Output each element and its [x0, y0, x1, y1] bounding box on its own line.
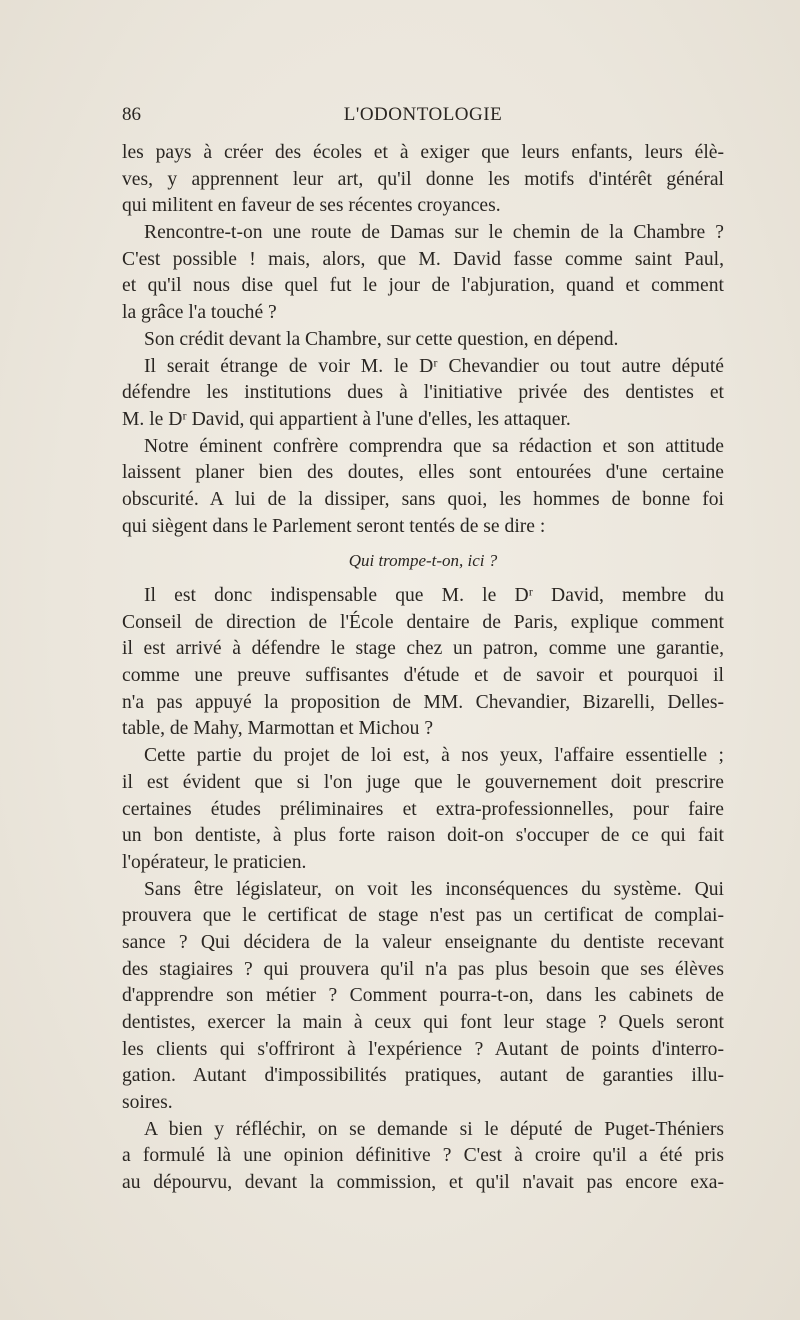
text-line: sance ? Qui décidera de la valeur enseignante du dentiste recevant: [122, 931, 724, 953]
text-line: certaines études préliminaires et extra-professionnelles, pour faire: [122, 798, 724, 820]
text-line: des stagiaires ? qui prouvera qu'il n'a pas plus besoin que ses élèves: [122, 958, 724, 980]
text-line: l'opérateur, le praticien.: [122, 851, 307, 873]
text-line: défendre les institutions dues à l'initiative privée des dentistes et: [122, 382, 724, 404]
text-line: Son crédit devant la Chambre, sur cette question, en dépend.: [144, 328, 619, 350]
text-line: un bon dentiste, à plus forte raison doit-on s'occuper de ce qui fait: [122, 825, 724, 847]
text-line: les pays à créer des écoles et à exiger que leurs enfants, leurs élè-: [122, 142, 724, 163]
text-line: A bien y réfléchir, on se demande si le député de Puget-Théniers: [144, 1118, 724, 1140]
text-line: Il est donc indispensable que M. le Dʳ David, membre du: [144, 585, 724, 606]
text-line: qui militent en faveur de ses récentes croyances.: [122, 195, 501, 217]
text-line: il est arrivé à défendre le stage chez un patron, comme une garantie,: [122, 638, 724, 660]
text-line: table, de Mahy, Marmottan et Michou ?: [122, 718, 434, 740]
text-line: Conseil de direction de l'École dentaire de Paris, explique comment: [122, 611, 724, 633]
text-line: a formulé là une opinion définitive ? C'est à croire qu'il a été pris: [122, 1145, 724, 1167]
text-line: laissent planer bien des doutes, elles sont entourées d'une certaine: [122, 462, 724, 484]
text-line: Il serait étrange de voir M. le Dʳ Chevandier ou tout autre député: [144, 355, 724, 377]
text-line: les clients qui s'offriront à l'expérience ? Autant de points d'interro-: [122, 1038, 724, 1060]
text-line: et qu'il nous dise quel fut le jour de l'abjuration, quand et comment: [122, 275, 724, 297]
text-line: d'apprendre son métier ? Comment pourra-t-on, dans les cabinets de: [122, 985, 724, 1007]
page-number: 86: [122, 104, 141, 125]
text-line: n'a pas appuyé la proposition de MM. Chevandier, Bizarelli, Delles-: [122, 691, 724, 713]
text-line: gation. Autant d'impossibilités pratiques, autant de garanties illu-: [122, 1065, 724, 1087]
running-title: L'ODONTOLOGIE: [343, 104, 503, 125]
text-line: il est évident que si l'on juge que le gouvernement doit prescrire: [122, 771, 724, 793]
text-line: Cette partie du projet de loi est, à nos yeux, l'affaire essentielle ;: [144, 745, 724, 767]
text-line: obscurité. A lui de la dissiper, sans quoi, les hommes de bonne foi: [122, 488, 724, 510]
text-line: M. le Dʳ David, qui appartient à l'une d'elles, les attaquer.: [122, 408, 571, 430]
centered-quote: Qui trompe-t-on, ici ?: [348, 551, 498, 571]
spacer: [122, 575, 724, 583]
text-line: la grâce l'a touché ?: [122, 302, 277, 324]
text-line: C'est possible ! mais, alors, que M. David fasse comme saint Paul,: [122, 248, 724, 270]
text-line: qui siègent dans le Parlement seront tentés de se dire :: [122, 515, 546, 537]
text-line: ves, y apprennent leur art, qu'il donne les motifs d'intérêt général: [122, 168, 724, 190]
text-line: Rencontre-t-on une route de Damas sur le chemin de la Chambre ?: [144, 222, 724, 244]
text-line: au dépourvu, devant la commission, et qu'il n'avait pas encore exa-: [122, 1172, 724, 1194]
text-line: dentistes, exercer la main à ceux qui font leur stage ? Quels seront: [122, 1012, 724, 1033]
text-line: prouvera que le certificat de stage n'est pas un certificat de complai-: [122, 905, 724, 927]
text-line: Sans être législateur, on voit les inconséquences du système. Qui: [144, 878, 724, 900]
body-text: [122, 140, 724, 1197]
page-header: [122, 104, 724, 132]
spacer: [122, 540, 724, 548]
text-line: soires.: [122, 1092, 173, 1114]
text-line: Notre éminent confrère comprendra que sa rédaction et son attitude: [144, 435, 724, 457]
text-line: comme une preuve suffisantes d'étude et de savoir et pourquoi il: [122, 665, 724, 687]
